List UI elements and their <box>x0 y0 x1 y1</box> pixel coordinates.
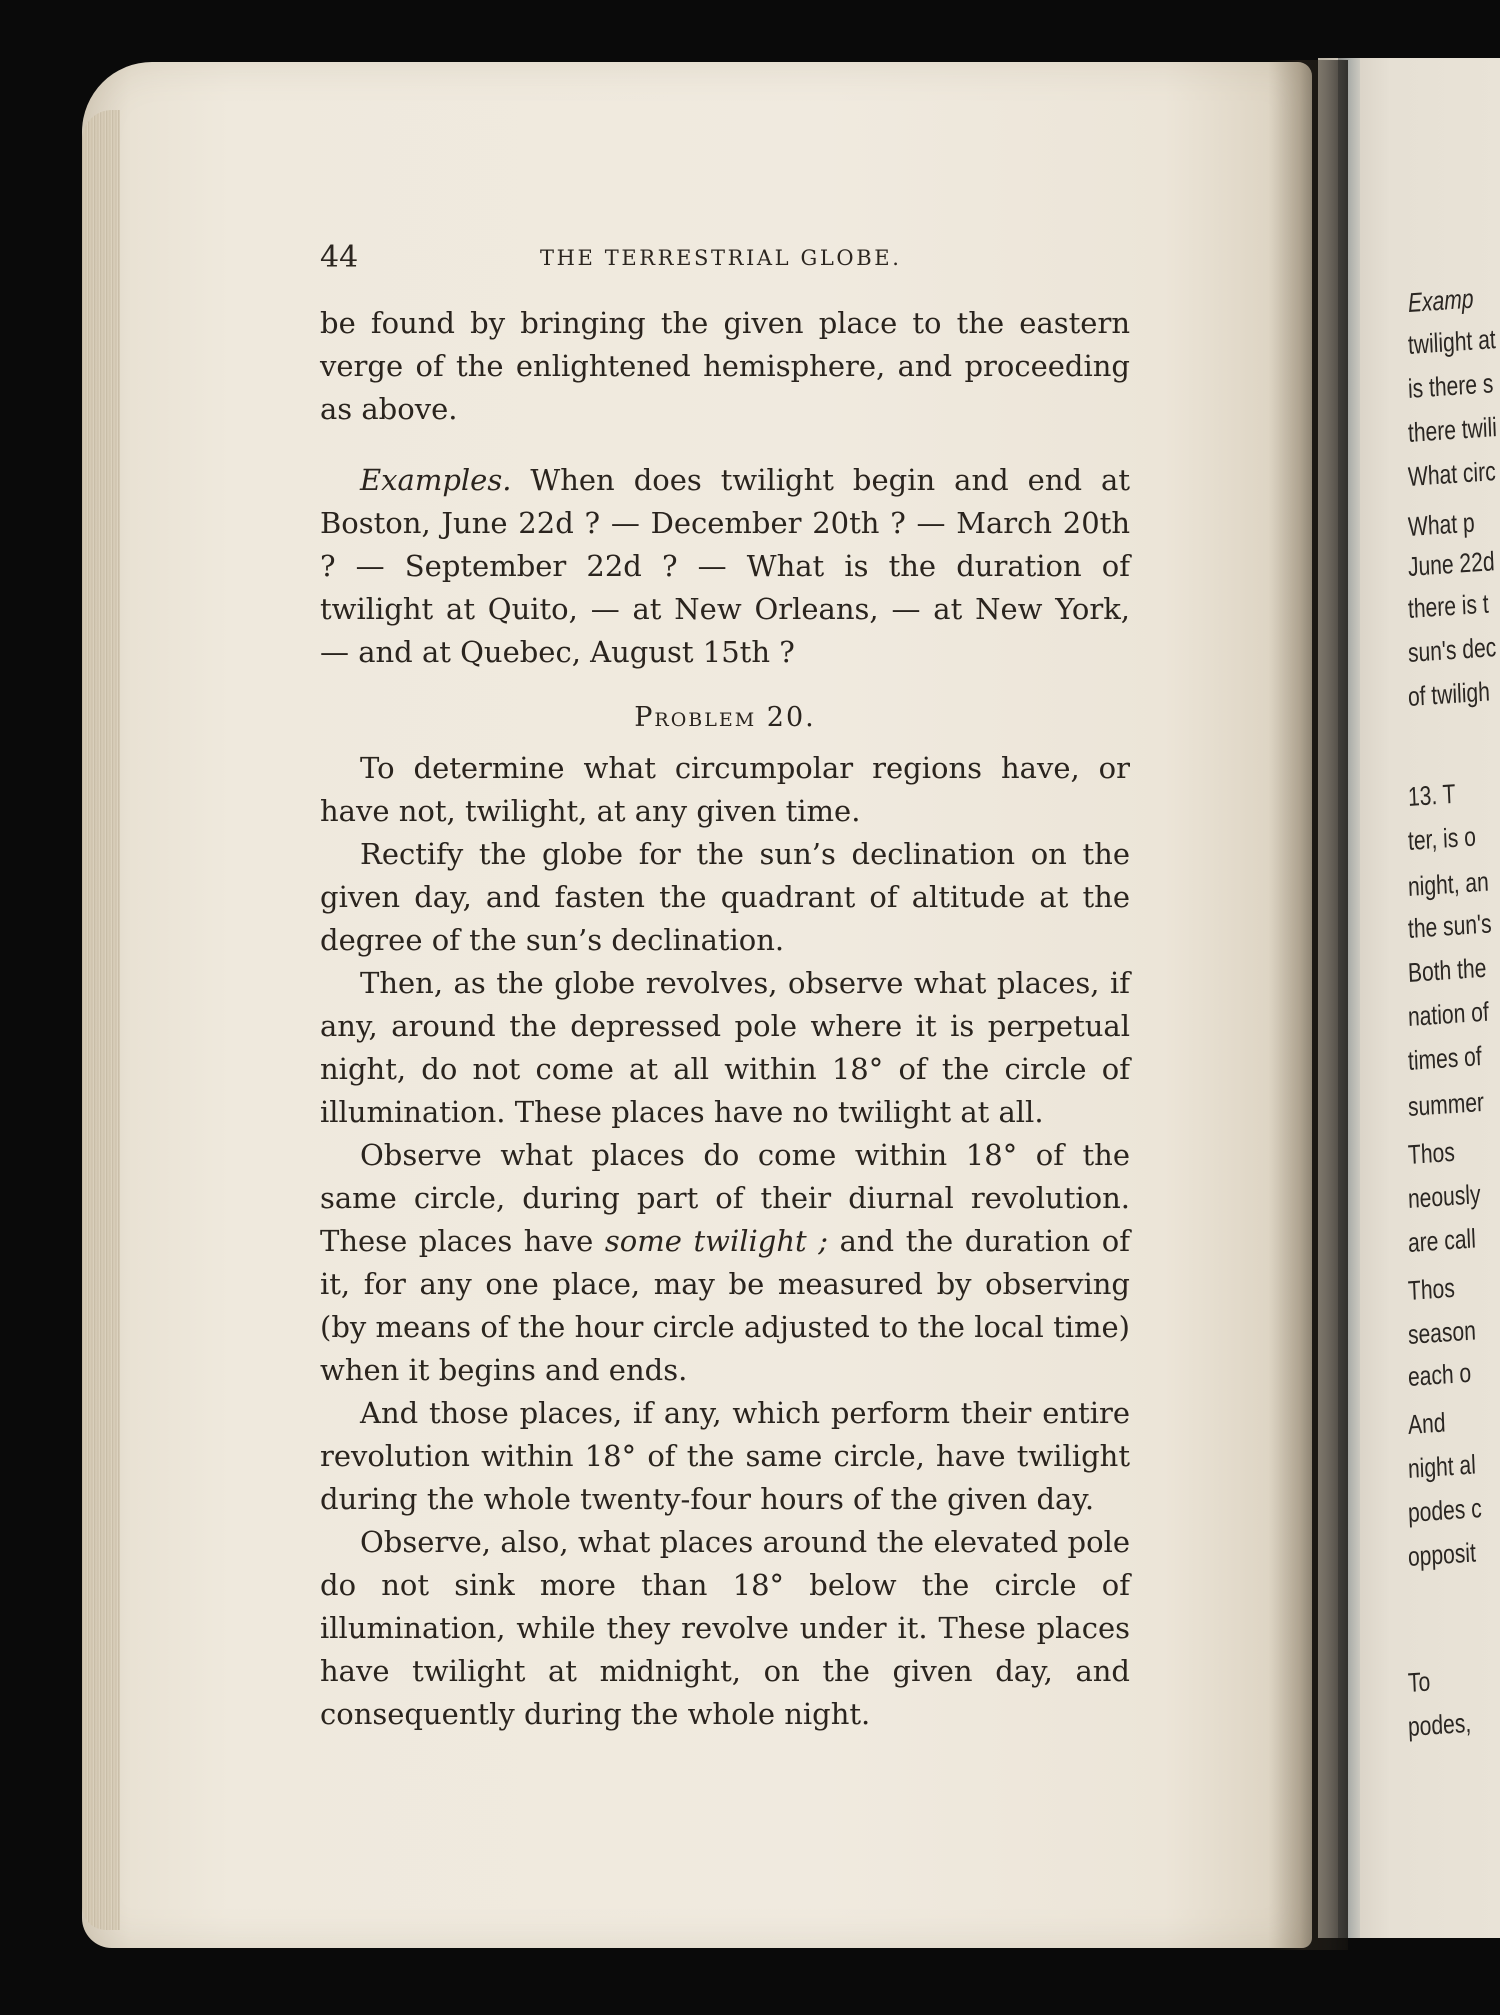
some-twilight-italic: some twilight ; <box>604 1224 829 1258</box>
right-page-line: What p <box>1407 507 1476 542</box>
paragraph-depressed-pole: Then, as the globe revolves, observe what places, if any, around the depressed pole where it is perpetual night, do not come at all within 18° of the circle of illumination. These places have no twilight at all. <box>320 966 1130 1129</box>
right-page-line: night, an <box>1407 866 1490 902</box>
right-page-line: Both the <box>1407 952 1487 988</box>
right-page-line: Examp <box>1407 283 1475 318</box>
running-head: THE TERRESTRIAL GLOBE. <box>540 246 902 270</box>
right-page-line: sun's dec <box>1407 632 1497 668</box>
paragraph-continuation: be found by bringing the given place to the eastern verge of the enlightened hemisphere, and proceeding as above. <box>320 306 1130 426</box>
some-twilight-a: Observe what places do come within 18° of the same circle, during part of their diurnal revolution. These places have <box>320 1138 1130 1258</box>
some-twilight-b: and the duration of it, for any one place, may be measured by observing (by means of the hour circle adjusted to the local time) when it begins and ends. <box>320 1224 1130 1387</box>
right-page-line: podes c <box>1407 1493 1483 1528</box>
right-page-line: Thos <box>1407 1272 1456 1306</box>
right-page-line: nation of <box>1407 996 1490 1032</box>
paragraph-some-twilight <box>320 1134 1130 1392</box>
right-page-line: there is t <box>1407 588 1490 624</box>
right-page-line: of twiligh <box>1407 676 1491 712</box>
right-page-line: twilight at <box>1407 324 1497 360</box>
right-page-line: times of <box>1407 1041 1483 1076</box>
problem-heading: Problem 20. <box>634 702 816 733</box>
right-page-line: season <box>1407 1315 1477 1350</box>
right-page-line: podes, <box>1407 1707 1472 1742</box>
right-page-line: night al <box>1407 1449 1477 1484</box>
right-page-line: What circ <box>1407 456 1497 492</box>
right-page-line: June 22d <box>1407 546 1496 582</box>
right-page-line: opposit <box>1407 1537 1477 1572</box>
examples-text: When does twilight begin and end at Boston, June 22d ? — December 20th ? — March 20th ? — September 22d ? — What is the duration of twilight at Quito, — at New Orleans, — at New York, — and at Quebec, August 15th ? <box>320 463 1130 669</box>
page-edges <box>82 110 120 1930</box>
right-page-line: neously <box>1407 1179 1482 1214</box>
paragraph-problem-statement: To determine what circumpolar regions have, or have not, twilight, at any given time. <box>320 751 1130 828</box>
right-page-line: ter, is o <box>1407 821 1477 856</box>
right-page-line: are call <box>1407 1223 1477 1258</box>
paragraph-rectify: Rectify the globe for the sun’s declination on the given day, and fasten the quadrant of altitude at the degree of the sun’s declination. <box>320 837 1130 957</box>
examples-label: Examples. <box>360 463 512 497</box>
right-page-line: Thos <box>1407 1136 1456 1170</box>
paragraph-entire-revolution: And those places, if any, which perform their entire revolution within 18° of the same circle, have twilight during the whole twenty-four hours of the given day. <box>320 1396 1130 1516</box>
paragraph-elevated-pole: Observe, also, what places around the elevated pole do not sink more than 18° below the circle of illumination, while they revolve under it. These places have twilight at midnight, on the given day, and consequently during the whole night. <box>320 1525 1130 1731</box>
right-page-line: 13. T <box>1407 778 1457 812</box>
page-number: 44 <box>320 240 359 275</box>
right-page-line: there twili <box>1407 412 1498 448</box>
right-page-line: each o <box>1407 1357 1472 1392</box>
right-page-line: To <box>1407 1666 1431 1698</box>
right-page-line: the sun's <box>1407 908 1493 944</box>
right-page-line: is there s <box>1407 368 1494 404</box>
paragraph-examples <box>320 459 1130 674</box>
right-page-line: And <box>1407 1407 1447 1440</box>
right-page-line: summer <box>1407 1086 1485 1122</box>
gutter-shadow <box>1268 60 1348 1950</box>
page-body <box>320 302 1130 1736</box>
